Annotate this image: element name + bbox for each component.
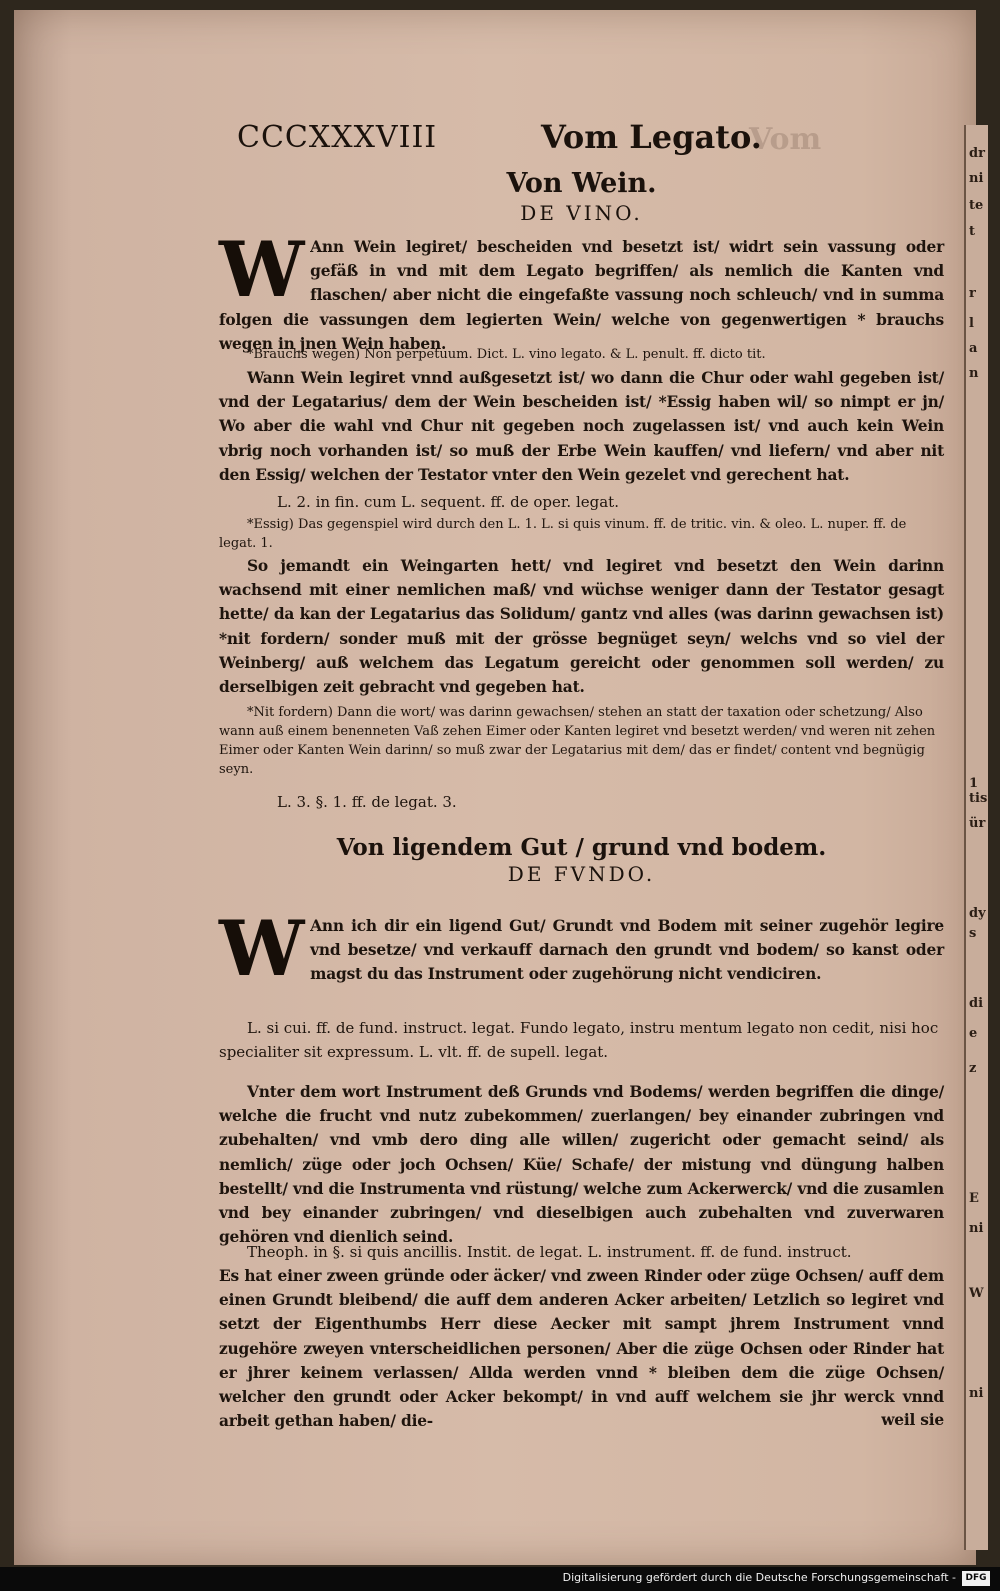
funding-note: Digitalisierung gefördert durch die Deutsche Forschungsgemeinschaft -	[562, 1571, 956, 1584]
paragraph-wine-2: Wann Wein legiret vnnd außgesetzt ist/ wo dann die Chur oder wahl gegeben ist/ vnd der Legatarius/ dem der Wein bescheiden ist/ *Essig haben wil/ so nimpt er jn/ Wo aber die wahl vnd Chur nit gegeben noch zugelassen ist/ vnd auch kein Wein vbrig noch vorhanden ist/ so muß der Erbe Wein kauffen/ vnd liefern/ vnd aber nit den Essig/ welchen der Testator vnter den Wein gezelet vnd gerechent hat.	[219, 369, 944, 484]
edge-text-fragment: tis	[969, 791, 988, 806]
digitization-footer-bar	[0, 1567, 1000, 1591]
edge-text-fragment: n	[969, 366, 979, 381]
show-through-text: Vom	[749, 122, 822, 157]
edge-text-fragment: r	[969, 286, 976, 301]
paragraph-text: Ann ich dir ein ligend Gut/ Grundt vnd Bodem mit seiner zugehör legire vnd besetze/ vnd verkauff darnach den grundt vnd bodem/ so kanst oder magst du das Instrument oder zugehörung nicht vendiciren.	[310, 917, 944, 984]
edge-text-fragment: E	[969, 1191, 979, 1206]
citation-3: L. si cui. ff. de fund. instruct. legat. Fundo legato, instru mentum legato non cedit, nisi hoc specialiter sit expressum. L. vlt. ff. de supell. legat.	[219, 1019, 939, 1061]
citation-4: Theoph. in §. si quis ancillis. Instit. de legat. L. instrument. ff. de fund. instruct.	[247, 1243, 852, 1261]
edge-text-fragment: z	[969, 1061, 977, 1076]
edge-text-fragment: a	[969, 341, 978, 356]
note-brauchs-wegen: *Brauchs wegen) Non perpetuum. Dict. L. vino legato. & L. penult. ff. dicto tit.	[247, 347, 766, 362]
edge-text-fragment: dy	[969, 906, 986, 921]
running-head: Vom Legato.	[541, 118, 762, 156]
drop-cap: W	[219, 904, 305, 993]
citation-2: L. 3. §. 1. ff. de legat. 3.	[277, 793, 457, 811]
edge-text-fragment: s	[969, 926, 977, 941]
edge-text-fragment: di	[969, 996, 984, 1011]
edge-text-fragment: ni	[969, 1386, 984, 1401]
note-nit-fordern: *Nit fordern) Dann die wort/ was darinn gewachsen/ stehen an statt der taxation oder schetzung/ Also wann auß einem benenneten Vaß zehen Eimer oder Kanten legiret vnd besetzt werden/ vnd weren nit zehen Eimer oder Kanten Wein darinn/ so muß zwar der Legatarius mit dem/ das er findet/ content vnd begnügig seyn.	[219, 705, 936, 777]
section-title-wine: Von Wein.	[506, 168, 657, 199]
edge-text-fragment: e	[969, 1026, 978, 1041]
citation-1: L. 2. in fin. cum L. sequent. ff. de oper. legat.	[277, 493, 619, 511]
paragraph-wine-1	[219, 225, 944, 356]
paragraph-text: Ann Wein legiret/ bescheiden vnd besetzt ist/ widrt sein vassung oder gefäß in vnd mit dem Legato begriffen/ als nemlich die Kanten vnd flaschen/ aber nicht die eingefaßte vassung noch schleuch/ vnd in summa folgen die vassungen dem legierten Wein/ welche von gegenwertigen * brauchs wegen in jnen Wein haben.	[219, 238, 944, 353]
edge-text-fragment: ni	[969, 1221, 984, 1236]
paragraph-fundus-3: Es hat einer zween gründe oder äcker/ vnd zween Rinder oder züge Ochsen/ auff dem einen Grundt bleibend/ die auff dem anderen Acker arbeiten/ Letzlich so legiret vnd setzt der Eigenthumbs Herr diese Aecker mit sampt jhrem Instrument vnnd zugehöre zweyen vnterscheidlichen personen/ Aber die züge Ochsen oder Rinder hat er jhrer keinem verlassen/ Allda werden vnnd * bleiben dem die züge Ochsen/ welcher den grundt oder Acker bekompt/ in vnd auff welchem sie jhr werck vnnd arbeit gethan haben/ die-	[219, 1267, 944, 1431]
page-header	[219, 120, 944, 160]
edge-text-fragment: l	[969, 316, 974, 331]
paragraph-fundus-1	[219, 904, 944, 993]
edge-text-fragment: te	[969, 198, 984, 213]
section-title-fundus: Von ligendem Gut / grund vnd bodem.	[336, 834, 827, 861]
section-latin-fundus: DE FVNDO.	[507, 862, 656, 886]
edge-text-fragment: t	[969, 224, 976, 239]
folio-number: CCCXXXVIII	[237, 120, 438, 155]
edge-text-fragment: dr	[969, 146, 985, 161]
note-essig: *Essig) Das gegenspiel wird durch den L. 1. L. si quis vinum. ff. de tritic. vin. & oleo. L. nuper. ff. de legat. 1.	[219, 517, 907, 551]
edge-text-fragment: W	[969, 1286, 984, 1301]
dfg-logo: DFG	[962, 1571, 990, 1586]
edge-text-fragment: ni	[969, 171, 984, 186]
catchword: weil sie	[881, 1411, 944, 1429]
edge-text-fragment: 1	[969, 776, 979, 791]
paragraph-wine-3: So jemandt ein Weingarten hett/ vnd legiret vnd besetzt den Wein darinn wachsend mit einer nemlichen maß/ vnd wüchse weniger dann der Testator gesagt hette/ da kan der Legatarius das Solidum/ gantz vnd alles (was darinn gewachsen ist) *nit fordern/ sonder muß mit der grösse begnüget seyn/ welchs vnd so viel der Weinberg/ auß welchem das Legatum gereicht oder genommen soll werden/ zu derselbigen zeit gebracht vnd gegeben hat.	[219, 557, 944, 697]
section-latin-wine: DE VINO.	[520, 201, 643, 225]
drop-cap: W	[219, 225, 305, 314]
adjacent-page-edge	[964, 125, 988, 1550]
paragraph-fundus-2: Vnter dem wort Instrument deß Grunds vnd Bodems/ werden begriffen die dinge/ welche die frucht vnd nutz zubekommen/ zuerlangen/ bey einander zubringen vnd zubehalten/ vnd vmb dero ding alle willen/ zugericht oder gemacht seind/ als nemlich/ züge oder joch Ochsen/ Küe/ Schafe/ der mistung vnd düngung halben bestellt/ vnd die Instrumenta vnd rüstung/ welche zum Ackerwerck/ vnd die zusamlen vnd bey einander zubringen/ vnd dieselbigen auch zubehalten vnd zuverwaren gehören vnd dienlich seind.	[219, 1083, 944, 1247]
edge-text-fragment: ür	[969, 816, 986, 831]
